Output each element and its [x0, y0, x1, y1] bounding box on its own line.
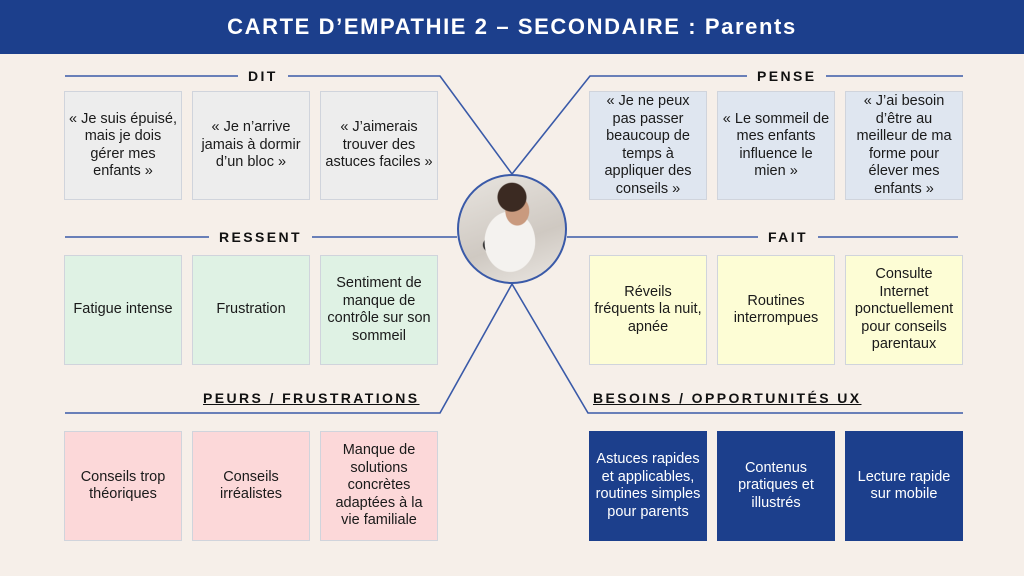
peurs-card-3: Manque de solutions concrètes adaptées à la vie familiale: [320, 431, 438, 541]
page-title: CARTE D’EMPATHIE 2 – SECONDAIRE : Parents: [227, 14, 797, 39]
section-label-peurs: PEURS / FRUSTRATIONS: [203, 390, 420, 406]
dit-card-1: « Je suis épuisé, mais je dois gérer mes enfants »: [64, 91, 182, 200]
section-label-pense: PENSE: [747, 68, 826, 84]
dit-card-3: « J’aimerais trouver des astuces faciles »: [320, 91, 438, 200]
pense-card-1: « Je ne peux pas passer beaucoup de temps à appliquer des conseils »: [589, 91, 707, 200]
besoins-card-3: Lecture rapide sur mobile: [845, 431, 963, 541]
section-label-ressent: RESSENT: [209, 229, 312, 245]
peurs-card-1: Conseils trop théoriques: [64, 431, 182, 541]
ressent-card-1: Fatigue intense: [64, 255, 182, 365]
fait-card-3: Consulte Internet ponctuellement pour conseils parentaux: [845, 255, 963, 365]
section-label-besoins: BESOINS / OPPORTUNITÉS UX: [593, 390, 862, 406]
pense-card-2: « Le sommeil de mes enfants influence le mien »: [717, 91, 835, 200]
pense-card-3: « J’ai besoin d’être au meilleur de ma forme pour élever mes enfants »: [845, 91, 963, 200]
fait-card-1: Réveils fréquents la nuit, apnée: [589, 255, 707, 365]
section-label-dit: DIT: [238, 68, 288, 84]
peurs-card-2: Conseils irréalistes: [192, 431, 310, 541]
besoins-card-2: Contenus pratiques et illustrés: [717, 431, 835, 541]
persona-avatar: [457, 174, 567, 284]
dit-card-2: « Je n’arrive jamais à dormir d’un bloc »: [192, 91, 310, 200]
fait-card-2: Routines interrompues: [717, 255, 835, 365]
section-label-fait: FAIT: [758, 229, 818, 245]
ressent-card-3: Sentiment de manque de contrôle sur son sommeil: [320, 255, 438, 365]
ressent-card-2: Frustration: [192, 255, 310, 365]
besoins-card-1: Astuces rapides et applicables, routines simples pour parents: [589, 431, 707, 541]
